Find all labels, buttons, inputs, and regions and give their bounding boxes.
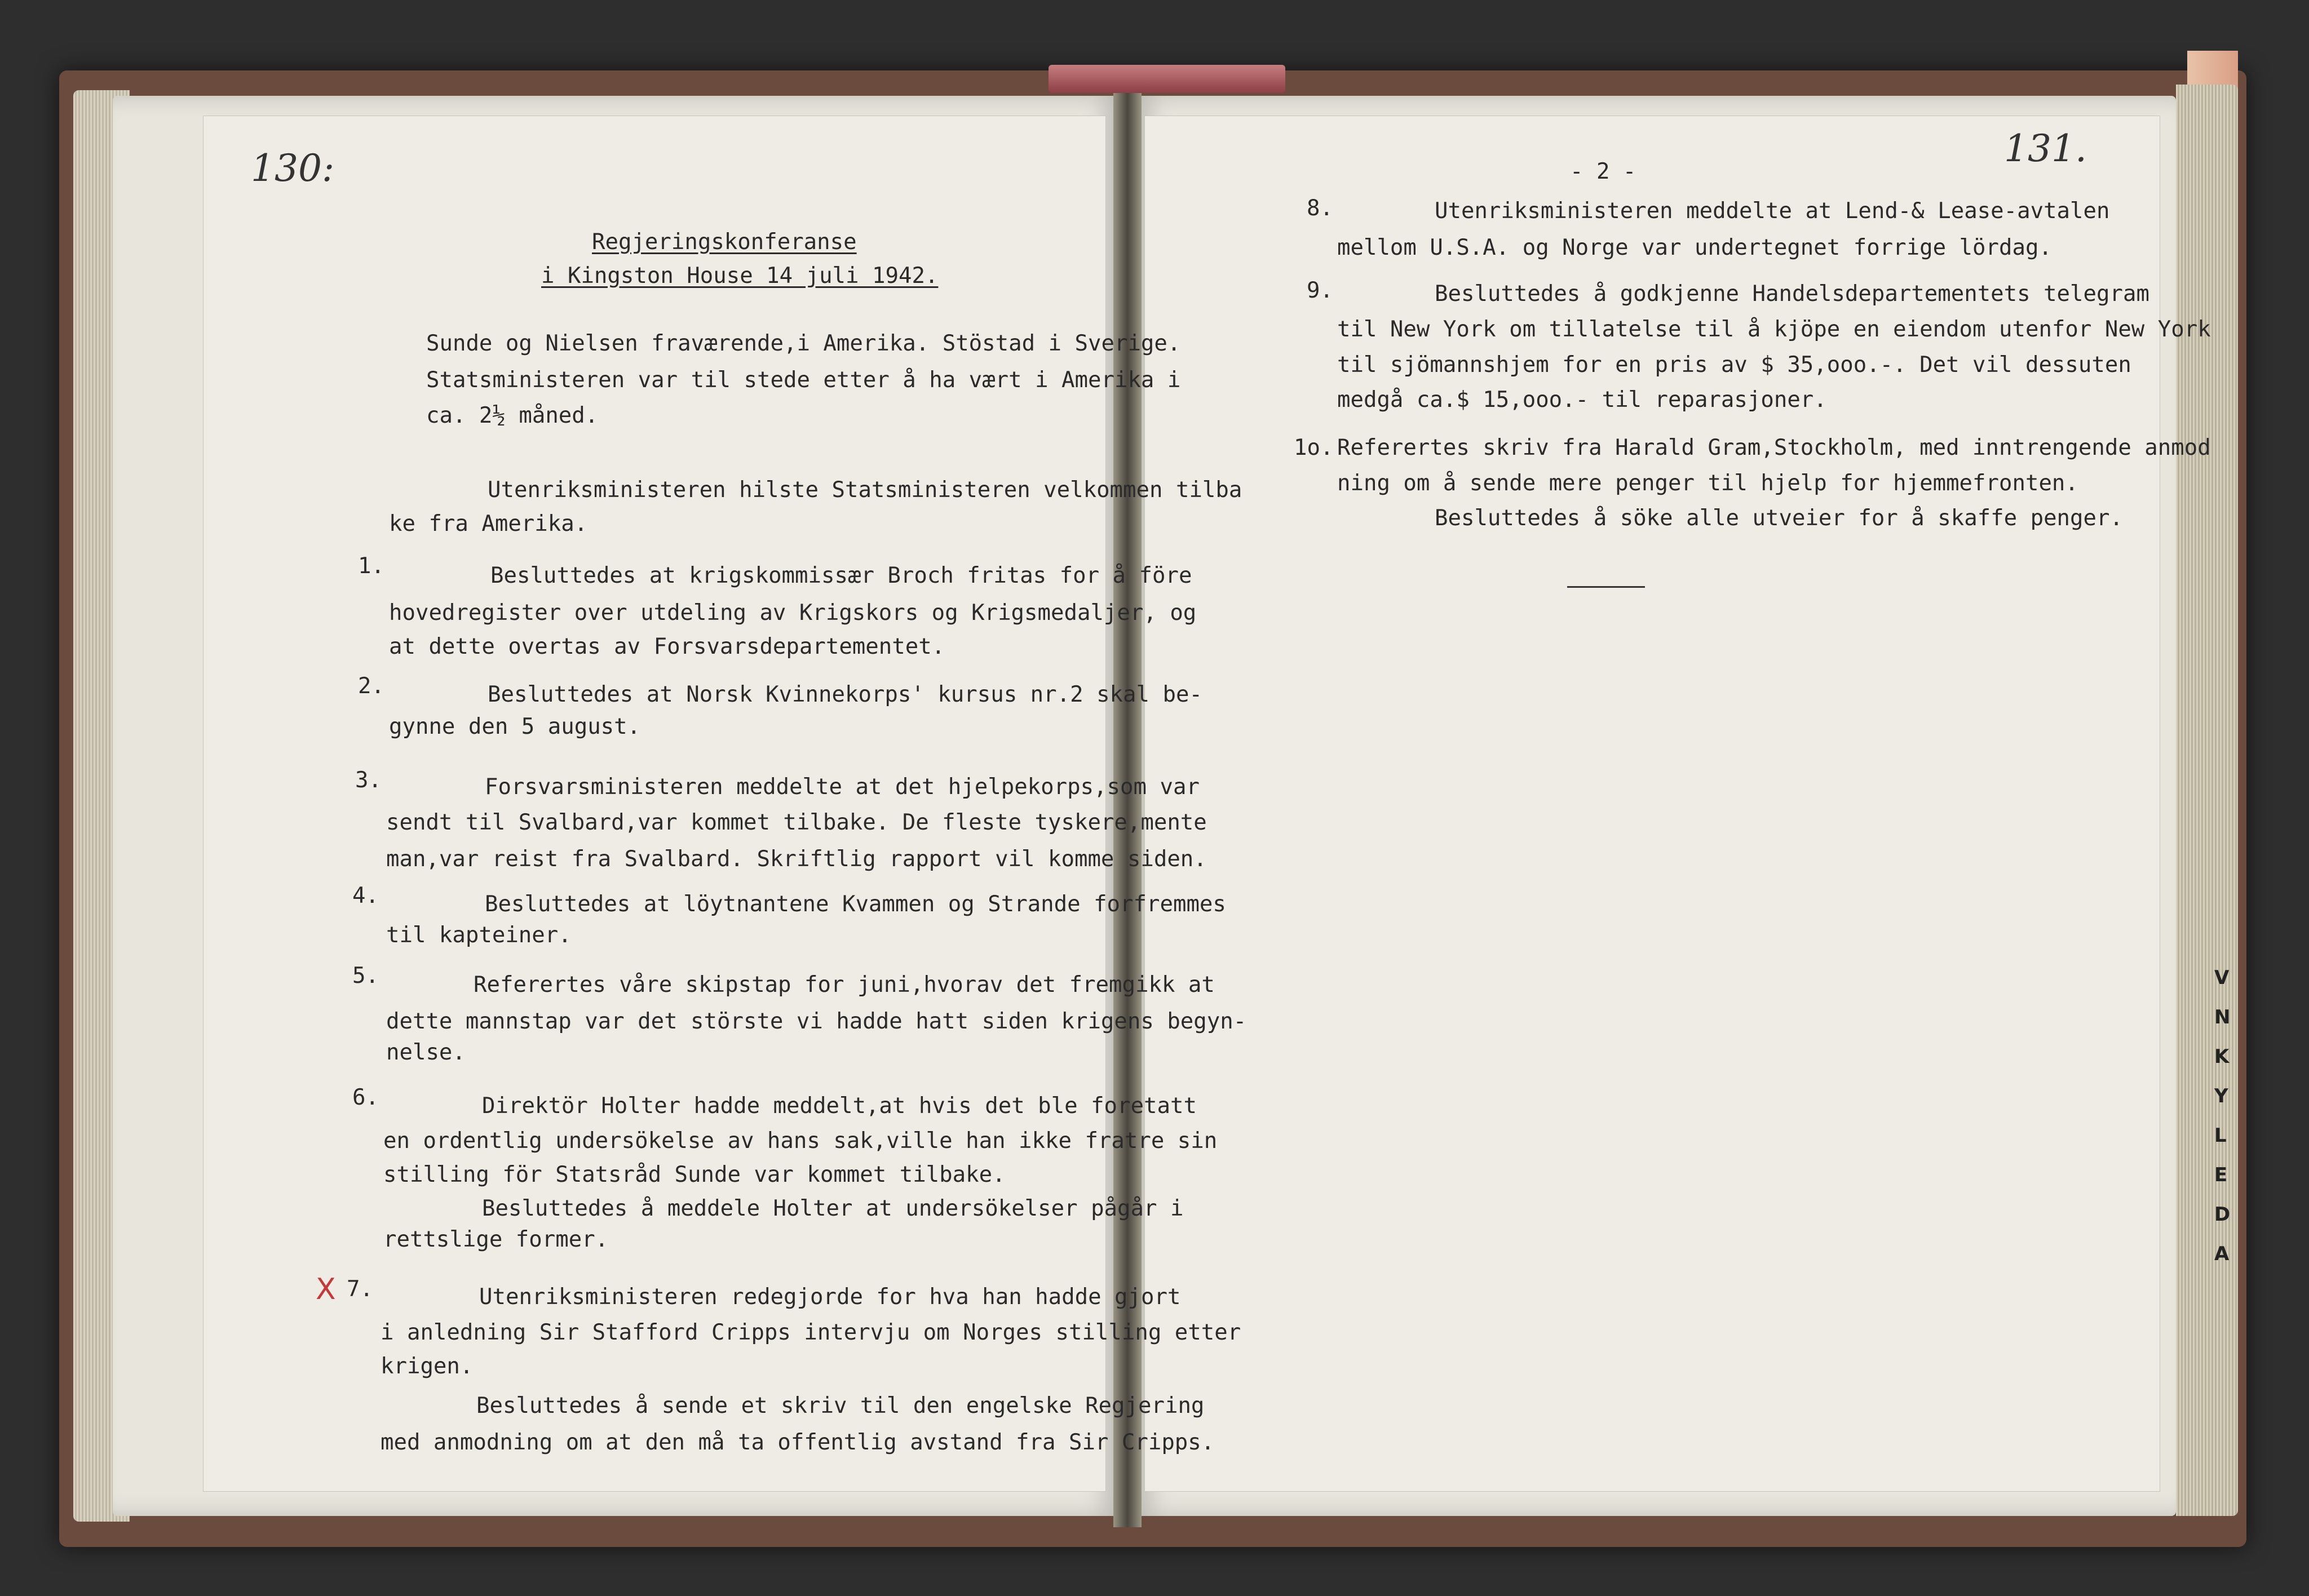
- text-line: Besluttedes at Norsk Kvinnekorps' kursus nr.2 skal be-: [488, 682, 1202, 707]
- text-line: Statsministeren var til stede etter å ha vært i Amerika i: [426, 367, 1181, 393]
- text-line: Utenriksministeren meddelte at Lend-& Lease-avtalen: [1435, 198, 2110, 224]
- item-number: 3.: [355, 768, 382, 793]
- item-number: 4.: [352, 883, 379, 908]
- text-line: dette mannstap var det störste vi hadde hatt siden krigens begyn-: [386, 1009, 1247, 1034]
- text-line: til sjömannshjem for en pris av $ 35,ooo.-. Det vil dessuten: [1337, 352, 2131, 378]
- text-line: Besluttedes å söke alle utveier for å skaffe penger.: [1435, 506, 2123, 531]
- text-line: Besluttedes å sende et skriv til den engelske Regjering: [476, 1393, 1205, 1418]
- edge-characters: [2214, 958, 2237, 1274]
- edge-char: D: [2214, 1203, 2231, 1226]
- closing-rule: [1567, 586, 1645, 588]
- text-line: ca. 2½ måned.: [426, 403, 599, 428]
- text-line: Direktör Holter hadde meddelt,at hvis det ble foretatt: [482, 1093, 1197, 1119]
- edge-char: V: [2214, 967, 2230, 989]
- item-number: 5.: [352, 963, 379, 988]
- page-number-right: 131.: [2004, 127, 2087, 170]
- page-header: - 2 -: [1570, 159, 1636, 184]
- text-line: hovedregister over utdeling av Krigskors og Krigsmedaljer, og: [389, 600, 1197, 626]
- edge-char: A: [2214, 1243, 2230, 1265]
- text-line: sendt til Svalbard,var kommet tilbake. De fleste tyskere,mente: [386, 810, 1207, 835]
- text-line: en ordentlig undersökelse av hans sak,ville han ikke fratre sin: [383, 1128, 1218, 1154]
- book-spine: [1113, 85, 1142, 1527]
- edge-char: Y: [2214, 1085, 2228, 1107]
- text-line: Forsvarsministeren meddelte at det hjelpekorps,som var: [485, 774, 1200, 800]
- ribbon-bookmark: [1049, 65, 1285, 93]
- right-page-edges: [2176, 85, 2238, 1516]
- text-line: gynne den 5 august.: [389, 714, 641, 739]
- item-number: 8.: [1307, 196, 1333, 221]
- text-line: stilling för Statsråd Sunde var kommet tilbake.: [383, 1162, 1006, 1187]
- edge-char: K: [2214, 1045, 2230, 1068]
- text-line: med anmodning om at den må ta offentlig avstand fra Sir Cripps.: [381, 1430, 1215, 1455]
- text-line: Besluttedes å meddele Holter at undersökelser pågår i: [482, 1196, 1184, 1221]
- text-line: ning om å sende mere penger til hjelp for hjemmefronten.: [1337, 471, 2078, 496]
- document-subtitle: i Kingston House 14 juli 1942.: [541, 263, 939, 289]
- text-line: at dette overtas av Forsvarsdepartementet.: [389, 634, 945, 659]
- text-line: Utenriksministeren hilste Statsministeren velkommen tilba: [488, 477, 1242, 503]
- text-line: mellom U.S.A. og Norge var undertegnet forrige lördag.: [1337, 235, 2052, 260]
- text-line: man,var reist fra Svalbard. Skriftlig rapport vil komme siden.: [386, 846, 1207, 872]
- text-line: Besluttedes at krigskommissær Broch fritas for å före: [490, 563, 1192, 588]
- page-number-left: 130:: [251, 147, 335, 190]
- text-line: ke fra Amerika.: [389, 511, 588, 537]
- text-line: i anledning Sir Stafford Cripps intervju om Norges stilling etter: [381, 1320, 1241, 1345]
- text-line: rettslige former.: [383, 1227, 609, 1252]
- item-number: 1o.: [1294, 435, 1334, 460]
- text-line: til kapteiner.: [386, 923, 572, 948]
- item-number: 6.: [352, 1085, 379, 1110]
- text-line: til New York om tillatelse til å kjöpe en eiendom utenfor New York: [1337, 317, 2211, 342]
- text-line: Sunde og Nielsen fraværende,i Amerika. Stöstad i Sverige.: [426, 331, 1181, 356]
- edge-char: L: [2214, 1124, 2227, 1147]
- text-line: medgå ca.$ 15,ooo.- til reparasjoner.: [1337, 387, 1827, 413]
- item-number: 1.: [358, 553, 384, 579]
- text-line: Besluttedes at löytnantene Kvammen og Strande forfremmes: [485, 892, 1226, 917]
- text-line: Utenriksministeren redegjorde for hva han hadde gjort: [479, 1284, 1181, 1310]
- text-line: Referertes våre skipstap for juni,hvorav det fremgikk at: [474, 972, 1215, 998]
- edge-char: N: [2214, 1006, 2231, 1028]
- document-title: Regjeringskonferanse: [592, 229, 857, 255]
- text-line: nelse.: [386, 1040, 466, 1065]
- edge-char: E: [2214, 1164, 2228, 1186]
- item-number: 2.: [358, 673, 384, 699]
- text-line: Referertes skriv fra Harald Gram,Stockholm, med inntrengende anmod: [1337, 435, 2211, 460]
- text-line: krigen.: [381, 1354, 474, 1379]
- text-line: Besluttedes å godkjenne Handelsdepartementets telegram: [1435, 281, 2149, 307]
- red-x-mark: X: [316, 1273, 336, 1306]
- item-number: 9.: [1307, 278, 1333, 303]
- item-number: 7.: [347, 1276, 373, 1302]
